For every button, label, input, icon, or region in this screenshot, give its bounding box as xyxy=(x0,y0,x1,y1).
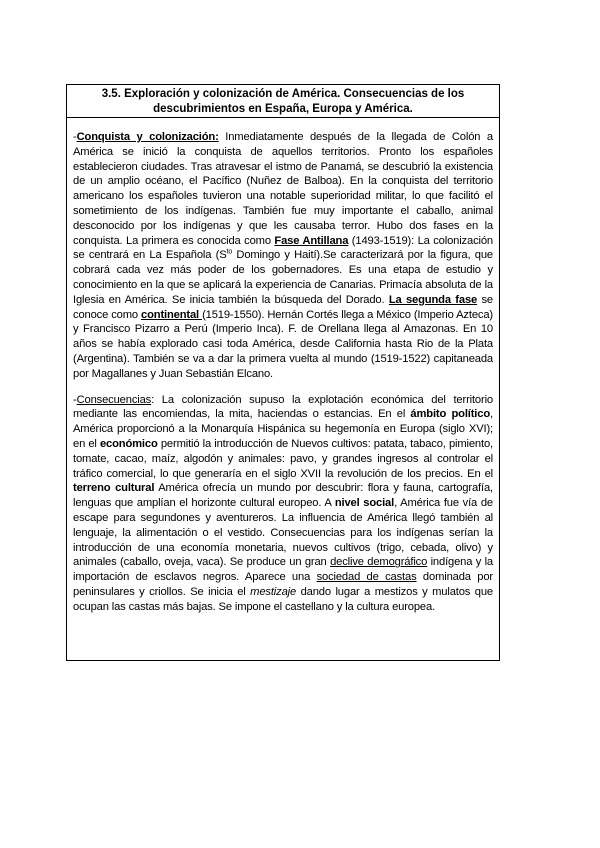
section-title-line2: descubrimientos en España, Europa y América. xyxy=(153,103,413,115)
text: (1519-1550). Hernán Cortés llega a México (Imperio Azteca) y Francisco Pizarro a Perú (Imperio Inca). F. de Orellana llega al Amazonas. En 10 años se había explorado casi toda América, desde California hasta Rio de la Plata (Argentina). También se va a dar la primera vuelta al mundo (1519-1522) capitaneada por Magallanes y Juan Sebastián Elcano. xyxy=(73,308,493,380)
content-box xyxy=(66,118,500,661)
text: dando lugar a mestizos y mulatos que ocupan las castas más bajas. Se impone el castellano y la cultura europea. xyxy=(73,585,493,613)
term-ambito-politico: ámbito político xyxy=(410,408,491,421)
text: , América fue vía de escape para segundones y aventureros. La influencia de América llegó también al lenguaje, la alimentación o el vestido. Consecuencias para los indígenas serían la introducción de una economía monetaria, nuevos cultivos (trigo, cebada, olivo) y animales (caballo, oveja, vaca). Se produce un gran xyxy=(73,497,493,569)
term-mestizaje: mestizaje xyxy=(250,585,297,598)
term-segunda-fase: La segunda fase xyxy=(388,293,478,306)
superscript: to xyxy=(226,248,233,256)
dash: - xyxy=(73,393,77,406)
term-sociedad-castas: sociedad de castas xyxy=(316,571,417,584)
paragraph-conquista xyxy=(73,130,493,382)
term-nivel-social: nivel social xyxy=(334,497,395,510)
paragraph-consecuencias xyxy=(73,393,493,615)
term-declive-demografico: declive demográfico xyxy=(330,556,428,569)
section-title-box xyxy=(66,84,500,118)
text: indígena y la importación de esclavos negros. Aparece una xyxy=(73,556,493,584)
section-title-line1: 3.5. Exploración y colonización de América. Consecuencias de los xyxy=(101,88,465,100)
term-fase-antillana: Fase Antillana xyxy=(274,234,349,247)
text: Inmediatamente después de la llegada de Colón a América se inició la conquista de aquellos territorios. Pronto los españoles establecieron ciudades. Tras atravesar el istmo de Panamá, se descubrió la existencia de un amplio océano, el Pacífico (Nuñez de Balboa). En la conquista del territorio americano los españoles tuvieron una notable superioridad militar, lo que facilitó el sometimiento de los indígenas. También fue muy importante el caballo, animal desconocido por los indígenas y que les causaba terror. Hubo dos fases en la conquista. La primera es conocida como xyxy=(73,131,493,247)
text: permitió la introducción de Nuevos cultivos: patata, tabaco, pimiento, tomate, cacao, maíz, algodón y animales: pavo, y grandes ingresos al controlar el tráfico comercial, lo que generaría en el siglo XVII la revolución de los precios. En el xyxy=(73,437,493,480)
text: América ofrecía un mundo por descubrir: flora y fauna, cartografía, lenguas que amplían el horizonte cultural europeo. A xyxy=(73,482,493,510)
text: se conoce como xyxy=(73,293,494,321)
text: (1493-1519): La colonización se centrará en La Española (S xyxy=(73,234,493,262)
heading-consecuencias: Consecuencias xyxy=(76,393,152,406)
heading-conquista: Conquista y colonización: xyxy=(76,131,219,143)
text: : La colonización supuso la explotación económica del territorio mediante las encomiendas, la mita, haciendas o estancias. En el xyxy=(73,393,493,421)
term-terreno-cultural: terreno cultural xyxy=(73,482,155,495)
text: dominada por peninsulares y criollos. Se inicia el xyxy=(73,571,493,598)
text: Domingo y Haití).Se caracterizará por la figura, que cobrará cada vez más poder de los gobernadores. Es una etapa de estudio y conocimiento en la que se aplicará la experiencia de Canarias. Primacía absoluta de la Iglesia en América. Se inicia también la búsqueda del Dorado. xyxy=(73,249,493,306)
term-economico: económico xyxy=(99,437,158,450)
dash: - xyxy=(73,131,77,143)
text: , América proporcionó a la Monarquía Hispánica su hegemonía en Europa (siglo XVI); en el xyxy=(73,408,493,450)
term-continental: continental xyxy=(141,308,203,321)
